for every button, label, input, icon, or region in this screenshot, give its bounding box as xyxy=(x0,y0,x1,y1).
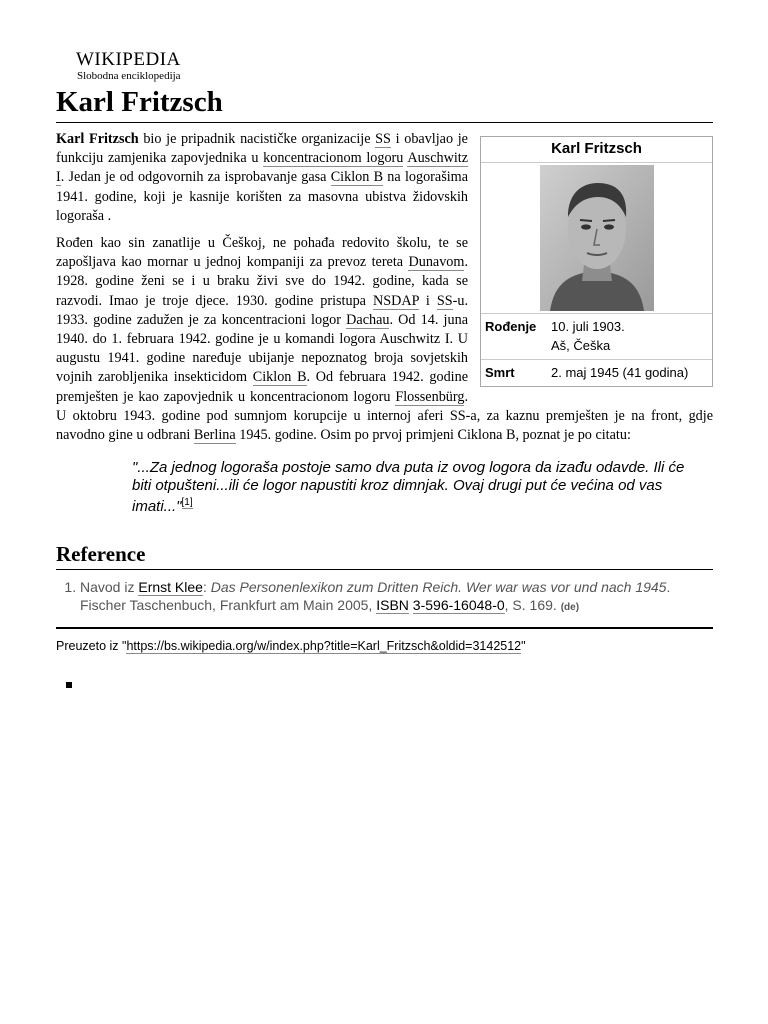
infobox-photo[interactable] xyxy=(481,163,712,314)
text: Preuzeto iz " xyxy=(56,639,127,653)
infobox-row-death xyxy=(481,360,712,386)
language-tag: (de) xyxy=(560,602,580,613)
text: . Od 14. juna 1940. do 1. februara 1942. godine je u komandi logora Auschwitz I. U augustu 1941. godine naređuje ubijanje nepoznatog broja sovjetskih vojnih zarobljenika insekticidom xyxy=(56,311,468,386)
link-auschwitz[interactable]: Auschwitz I xyxy=(56,150,469,186)
link-dachau[interactable]: Dachau xyxy=(346,311,390,328)
link-nsdap[interactable]: NSDAP xyxy=(372,292,419,309)
footnote-link[interactable]: [1] xyxy=(181,497,193,509)
text: -u. 1933. godine zadužen je za koncentracioni logor xyxy=(56,292,468,328)
text: i obavljao je funkciju zamjenika zapovjednika u xyxy=(56,131,468,167)
text: , S. 169. xyxy=(504,597,561,613)
subject-name: Karl Fritzsch xyxy=(56,131,139,147)
text: . Fischer Taschenbuch, Frankfurt am Main 2005, xyxy=(80,579,671,613)
text: . U oktobru 1943. godine pod sumnjom korupcije u internoj aferi SS-a, za kaznu premješten je na front, gdje navodno gine u odbrani xyxy=(56,388,713,444)
text: " xyxy=(521,639,526,653)
text: na logorašima 1941. godine, koji je kasnije korišten za masovna ubistva židovskih logoraša . xyxy=(56,169,468,224)
link-ciklon-b[interactable]: Ciklon B xyxy=(330,169,384,186)
link-isbn[interactable]: ISBN xyxy=(376,597,409,613)
text: bio je pripadnik nacističke organizacije xyxy=(138,131,376,147)
infobox-row-birth xyxy=(481,314,712,360)
reference-list xyxy=(56,578,720,617)
infobox-value xyxy=(551,317,708,355)
page-title: Karl Fritzsch xyxy=(56,84,713,123)
death-date: 2. maj 1945 (41 godina) xyxy=(551,365,689,381)
link-permanent-url[interactable]: https://bs.wikipedia.org/w/index.php?title=Karl_Fritzsch&oldid=3142512 xyxy=(126,639,522,653)
text: . 1928. godine ženi se i u braku živi sve do 1942. godine, kada se razvodi. Imao je troje djece. 1930. godine pristupa xyxy=(56,254,468,309)
birth-place: Aš, Češka xyxy=(551,338,611,354)
logo-wordmark: WIKIPEDIA xyxy=(76,49,181,70)
link-ss[interactable]: SS xyxy=(375,131,391,147)
retrieved-from xyxy=(56,638,713,654)
logo-tagline: Slobodna enciklopedija xyxy=(77,70,181,82)
birth-date: 10. juli 1903. xyxy=(551,319,625,335)
text: . Od februara 1942. godine premješten je kao zapovjednik u koncentracionom logoru xyxy=(56,369,468,405)
footer-divider xyxy=(56,627,713,629)
text: : xyxy=(202,579,211,595)
link-isbn-number[interactable]: 3-596-16048-0 xyxy=(412,597,505,613)
infobox-label: Rođenje xyxy=(485,319,537,335)
portrait-photo-icon xyxy=(540,165,654,311)
blockquote xyxy=(132,459,703,516)
link-flossenburg[interactable]: Flossenbürg xyxy=(395,388,465,405)
infobox-title: Karl Fritzsch xyxy=(481,137,712,163)
infobox-label: Smrt xyxy=(485,365,515,381)
link-ciklon-b-2[interactable]: Ciklon B xyxy=(252,369,307,386)
text: Rođen kao sin zanatlije u Češkoj, ne pohađa redovito školu, te se zapošljava kao mornar u jednoj kompaniji za prevoz tereta xyxy=(56,235,468,271)
text: 1945. godine. Osim po prvoj primjeni Ciklona B, poznat je po citatu: xyxy=(235,427,631,444)
text: i xyxy=(418,292,437,309)
bullet-marker xyxy=(66,682,72,688)
link-ss-2[interactable]: SS xyxy=(436,292,453,309)
quote-text: "...Za jednog logoraša postoje samo dva puta iz ovog logora da izađu odavde. Ili će biti otpušteni...ili će logor napustiti kroz dimnjak. Ovaj drugi put će većina od vas imati..." xyxy=(132,459,685,516)
link-ernst-klee[interactable]: Ernst Klee xyxy=(138,579,203,595)
wikipedia-logo[interactable] xyxy=(76,50,276,83)
link-berlin[interactable]: Berlina xyxy=(193,427,236,444)
article-body xyxy=(56,130,713,530)
text: . Jedan je od odgovornih za isprobavanje gasa xyxy=(60,169,331,186)
reference-item xyxy=(80,578,720,617)
work-title: Das Personenlexikon zum Dritten Reich. Wer war was vor und nach 1945 xyxy=(210,579,667,595)
link-dunav[interactable]: Dunavom xyxy=(408,254,465,271)
link-koncentracioni-logor[interactable]: koncentracionom logoru xyxy=(263,150,404,167)
text: Navod iz xyxy=(80,579,139,595)
references-heading: Reference xyxy=(56,540,713,570)
infobox xyxy=(480,136,713,387)
